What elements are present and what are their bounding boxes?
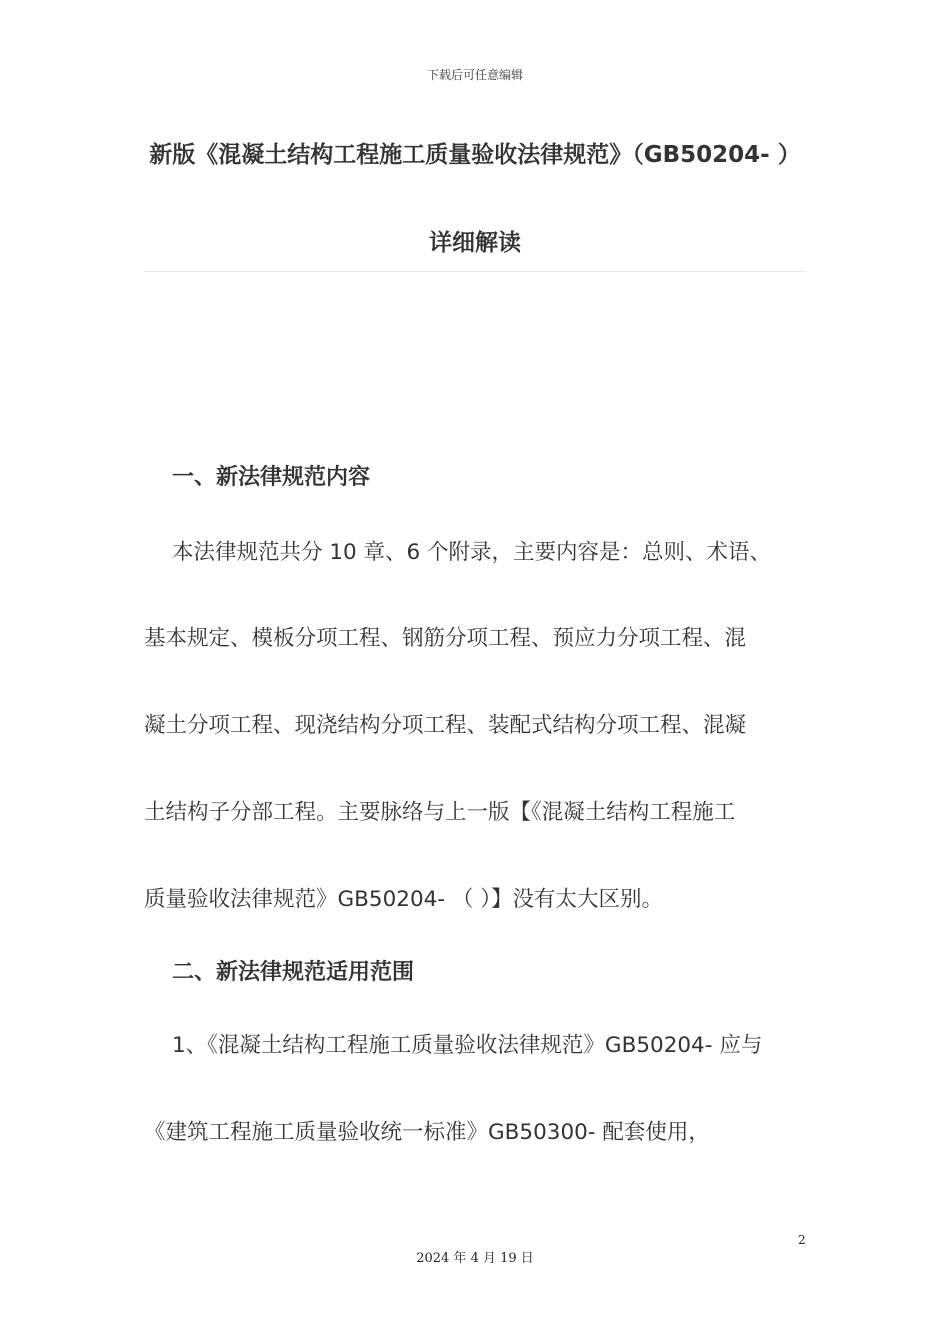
- title-divider: [144, 271, 806, 272]
- header-note: 下载后可任意编辑: [426, 68, 523, 82]
- paragraph-line: 本法律规范共分 10 章、6 个附录，主要内容是：总则、术语、: [172, 540, 772, 565]
- paragraph-line: 凝土分项工程、现浇结构分项工程、装配式结构分项工程、混凝: [144, 713, 747, 738]
- paragraph-line: 质量验收法律规范》GB50204- （ ）】没有太大区别。: [144, 887, 663, 912]
- paragraph-line: 1、《混凝土结构工程施工质量验收法律规范》GB50204- 应与: [172, 1033, 763, 1058]
- paragraph-line: 基本规定、模板分项工程、钢筋分项工程、预应力分项工程、混: [144, 626, 747, 651]
- paragraph-line: 《建筑工程施工质量验收统一标准》GB50300- 配套使用，: [144, 1120, 710, 1145]
- page-number: 2: [798, 1233, 806, 1247]
- document-title-line-1: 新版《混凝土结构工程施工质量验收法律规范》（GB50204- ）: [149, 142, 801, 168]
- document-title-line-2: 详细解读: [429, 230, 521, 256]
- section-heading-scope: 二、新法律规范适用范围: [172, 960, 415, 985]
- footer-date: 2024 年 4 月 19 日: [416, 1251, 534, 1266]
- section-heading-content: 一、新法律规范内容: [172, 465, 371, 490]
- paragraph-line: 土结构子分部工程。主要脉络与上一版【《混凝土结构工程施工: [144, 800, 736, 825]
